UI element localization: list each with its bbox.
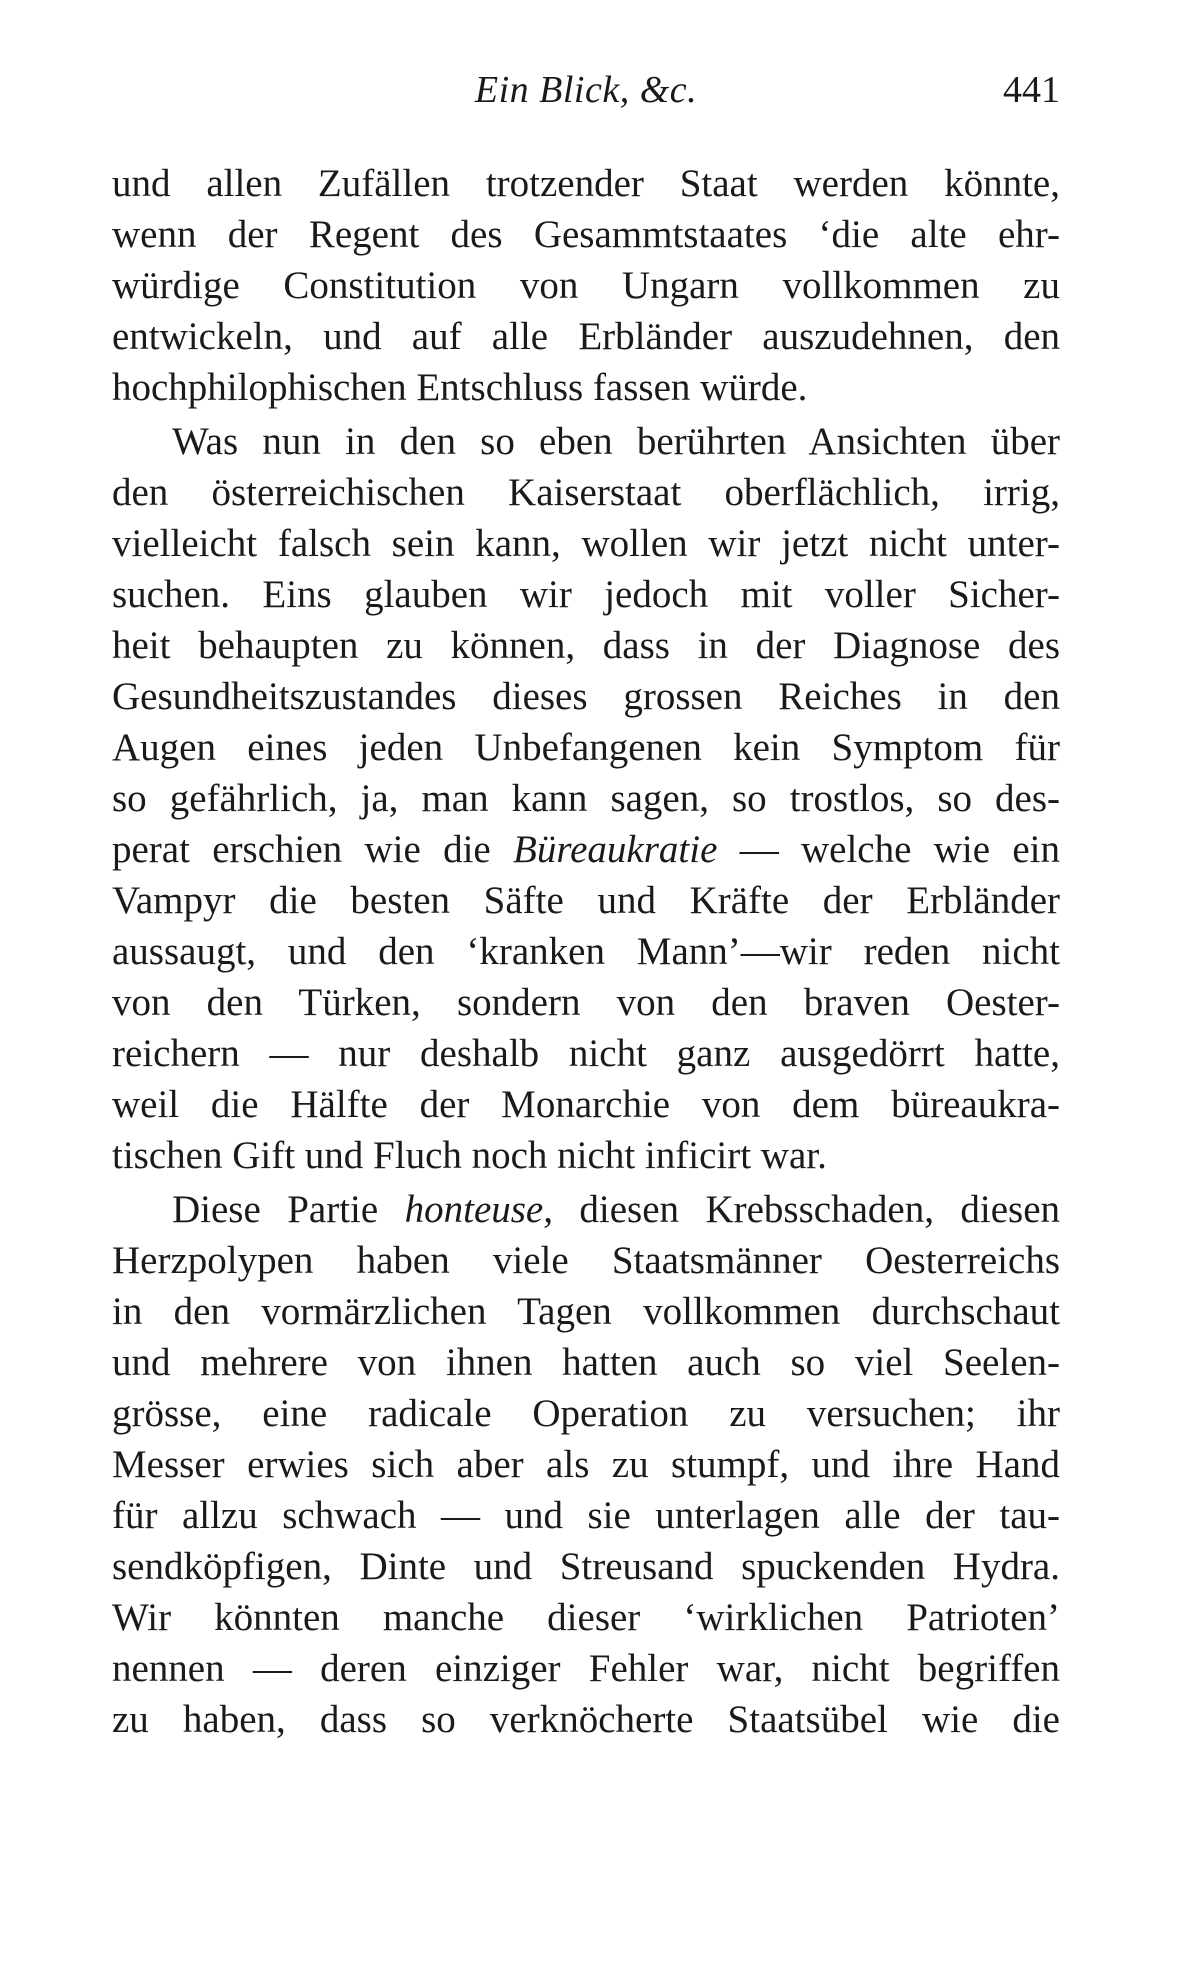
text-line: Diese Partie honteuse, diesen Krebsschaden, diesen [172, 1188, 1061, 1231]
text-line: Herzpolypen haben viele Staatsmänner Oesterreichs [112, 1239, 1060, 1282]
text-line: entwickeln, und auf alle Erbländer auszudehnen, den [112, 315, 1060, 358]
text-line: Was nun in den so eben berührten Ansichten über [172, 420, 1060, 463]
text-line: und allen Zufällen trotzender Staat werden könnte, [112, 162, 1060, 205]
text-line: hochphilophischen Entschluss fassen würde. [112, 366, 808, 409]
text-line: in den vormärzlichen Tagen vollkommen durchschaut [112, 1290, 1060, 1333]
paragraph [112, 416, 1060, 1181]
italic-emphasis: honteuse, [404, 1188, 553, 1231]
text-line: reichern — nur deshalb nicht ganz ausgedörrt hatte, [112, 1032, 1060, 1075]
text-line: zu haben, dass so verknöcherte Staatsübel wie die [112, 1698, 1060, 1741]
text-line: grösse, eine radicale Operation zu versuchen; ihr [112, 1392, 1060, 1435]
text-line: sendköpfigen, Dinte und Streusand spuckenden Hydra. [112, 1545, 1060, 1588]
text-line: Messer erwies sich aber als zu stumpf, und ihre Hand [112, 1443, 1060, 1486]
body-text [112, 158, 1060, 1745]
text-line: nennen — deren einziger Fehler war, nicht begriffen [112, 1647, 1060, 1690]
text-line: von den Türken, sondern von den braven Oester- [112, 981, 1060, 1024]
text-line: heit behaupten zu können, dass in der Diagnose des [112, 624, 1060, 667]
text-line: Wir könnten manche dieser ‘wirklichen Patrioten’ [112, 1596, 1060, 1639]
text-line: den österreichischen Kaiserstaat oberflächlich, irrig, [112, 471, 1060, 514]
text-line: aussaugt, und den ‘kranken Mann’—wir reden nicht [112, 930, 1060, 973]
text-line: suchen. Eins glauben wir jedoch mit voller Sicher- [112, 573, 1060, 616]
running-head [112, 62, 1060, 118]
text-line: für allzu schwach — und sie unterlagen alle der tau- [112, 1494, 1060, 1537]
text-line: und mehrere von ihnen hatten auch so viel Seelen- [112, 1341, 1060, 1384]
text-line: würdige Constitution von Ungarn vollkommen zu [112, 264, 1060, 307]
page-number: 441 [1003, 69, 1060, 111]
text-line: Gesundheitszustandes dieses grossen Reiches in den [112, 675, 1060, 718]
text-line: tischen Gift und Fluch noch nicht inficirt war. [112, 1134, 827, 1177]
text-line: wenn der Regent des Gesammtstaates ‘die alte ehr- [112, 213, 1060, 256]
text-line: weil die Hälfte der Monarchie von dem büreaukra- [112, 1083, 1060, 1126]
text-line: Augen eines jeden Unbefangenen kein Symptom für [112, 726, 1060, 769]
text-line: perat erschien wie die Büreaukratie — welche wie ein [112, 828, 1060, 871]
text-line: so gefährlich, ja, man kann sagen, so trostlos, so des- [112, 777, 1060, 820]
paragraph [112, 158, 1060, 413]
text-line: vielleicht falsch sein kann, wollen wir jetzt nicht unter- [112, 522, 1060, 565]
paragraph [112, 1184, 1060, 1745]
italic-emphasis: Büreaukratie [513, 828, 718, 871]
running-title: Ein Blick, &c. [474, 69, 698, 111]
text-line: Vampyr die besten Säfte und Kräfte der Erbländer [112, 879, 1060, 922]
